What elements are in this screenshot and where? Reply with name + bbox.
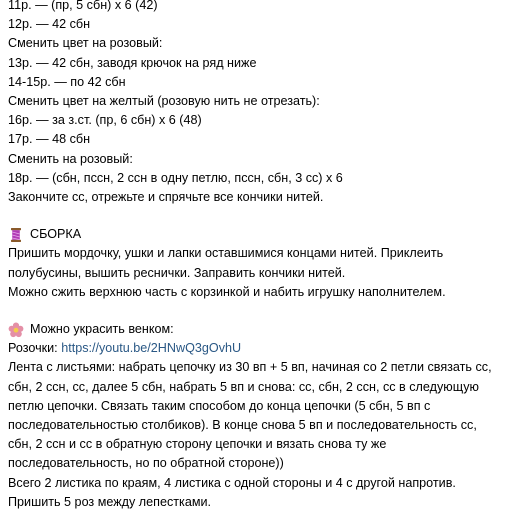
pattern-line: Сменить цвет на розовый:	[8, 36, 163, 51]
pattern-line: Сменить на розовый:	[8, 151, 133, 166]
wreath-line: сбн, 2 ссн и сс в обратную сторону цепочки и вязать снова ту же	[8, 437, 387, 452]
thread-spool-icon	[8, 227, 24, 243]
wreath-line: сбн, 2 ссн, сс, далее 5 сбн, набрать 5 вп и снова: сс, сбн, 2 ссн, сс в следующую	[8, 379, 479, 394]
wreath-line: последовательность, но по обратной стороне))	[8, 456, 284, 471]
wreath-line: Всего 2 листика по краям, 4 листика с одной стороны и 4 с другой напротив.	[8, 475, 456, 490]
roses-label: Розочки:	[8, 341, 62, 356]
pattern-line: 11р. — (пр, 5 сбн) х 6 (42)	[8, 0, 158, 12]
assembly-line: Пришить мордочку, ушки и лапки оставшимися концами нитей. Приклеить	[8, 246, 444, 261]
flower-icon	[8, 322, 24, 338]
paragraph-gap	[8, 207, 512, 225]
assembly-heading	[8, 225, 512, 244]
assembly-line: полубусины, вышить реснички. Заправить кончики нитей.	[8, 265, 346, 280]
pattern-line: Сменить цвет на желтый (розовую нить не отрезать):	[8, 94, 320, 109]
pattern-line: Закончите сс, отрежьте и спрячьте все кончики нитей.	[8, 190, 324, 205]
wreath-line: Лента с листьями: набрать цепочку из 30 вп + 5 вп, начиная со 2 петли связать сс,	[8, 360, 492, 375]
wreath-title: Можно украсить венком:	[30, 322, 174, 337]
wreath-heading	[8, 320, 512, 339]
wreath-line: последовательностью столбиков). В конце снова 5 вп и последовательность сс,	[8, 418, 477, 433]
pattern-line: 14-15р. — по 42 сбн	[8, 74, 126, 89]
pattern-line: 16р. — за з.ст. (пр, 6 сбн) х 6 (48)	[8, 113, 202, 128]
pattern-line: 13р. — 42 сбн, заводя крючок на ряд ниже	[8, 55, 257, 70]
pattern-line: 18р. — (сбн, пссн, 2 ссн в одну петлю, пссн, сбн, 3 сс) х 6	[8, 170, 343, 185]
roses-line	[8, 339, 512, 358]
wreath-line: Пришить 5 роз между лепестками.	[8, 494, 212, 509]
assembly-title: СБОРКА	[30, 227, 82, 242]
wreath-line: петлю цепочки. Связать таким способом до конца цепочки (5 сбн, 5 вп с	[8, 398, 431, 413]
roses-video-link[interactable]: https://youtu.be/2HNwQ3gOvhU	[61, 341, 242, 356]
pattern-line: 17р. — 48 сбн	[8, 132, 91, 147]
pattern-line: 12р. — 42 сбн	[8, 17, 91, 32]
assembly-line: Можно сжить верхнюю часть с корзинкой и набить игрушку наполнителем.	[8, 284, 446, 299]
paragraph-gap	[8, 302, 512, 320]
